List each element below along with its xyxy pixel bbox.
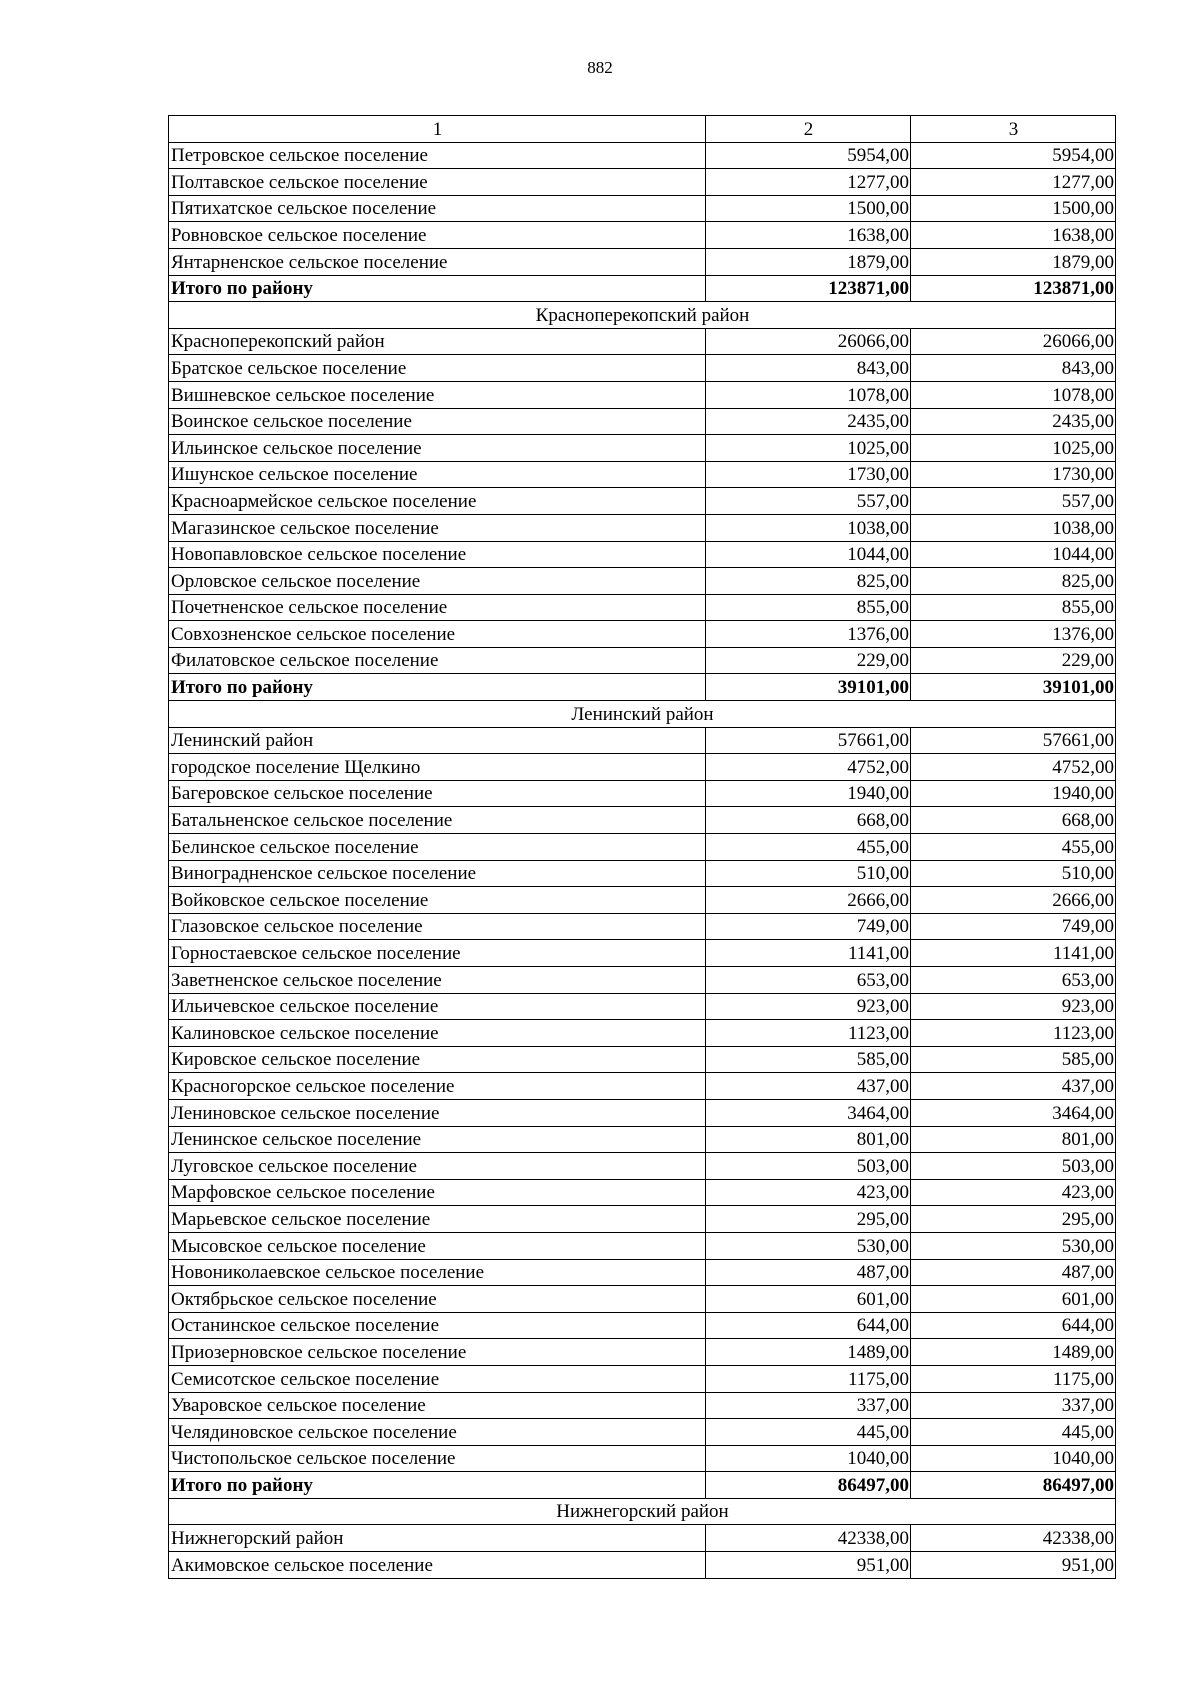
table-row — [169, 647, 1116, 674]
row-col2-cell: 749,00 — [706, 913, 911, 940]
table-row — [169, 834, 1116, 861]
table-row — [169, 195, 1116, 222]
row-col3-cell: 295,00 — [911, 1206, 1116, 1233]
table-row — [169, 461, 1116, 488]
row-col3-cell: 530,00 — [911, 1232, 1116, 1259]
row-col2-cell: 57661,00 — [706, 727, 911, 754]
row-col3-cell: 825,00 — [911, 568, 1116, 595]
table-row — [169, 1339, 1116, 1366]
row-col3-cell: 487,00 — [911, 1259, 1116, 1286]
row-col3-cell: 585,00 — [911, 1046, 1116, 1073]
row-name-cell: Вишневское сельское поселение — [169, 381, 706, 408]
row-col3-cell: 26066,00 — [911, 328, 1116, 355]
row-col2-cell: 510,00 — [706, 860, 911, 887]
row-col3-cell: 57661,00 — [911, 727, 1116, 754]
table-row — [169, 621, 1116, 648]
table-row — [169, 780, 1116, 807]
row-name-cell: Филатовское сельское поселение — [169, 647, 706, 674]
row-col2-cell: 229,00 — [706, 647, 911, 674]
row-col2-cell: 1141,00 — [706, 940, 911, 967]
row-col3-cell: 1123,00 — [911, 1020, 1116, 1047]
row-col2-cell: 503,00 — [706, 1153, 911, 1180]
row-name-cell: Ишунское сельское поселение — [169, 461, 706, 488]
row-name-cell: Совхозненское сельское поселение — [169, 621, 706, 648]
table-row — [169, 1552, 1116, 1579]
row-col3-cell: 1940,00 — [911, 780, 1116, 807]
section-header-row — [169, 302, 1116, 329]
row-col3-cell: 1141,00 — [911, 940, 1116, 967]
row-col2-cell: 423,00 — [706, 1179, 911, 1206]
row-col3-cell: 1025,00 — [911, 435, 1116, 462]
row-name-cell: Итого по району — [169, 275, 706, 302]
row-col3-cell: 601,00 — [911, 1286, 1116, 1313]
header-col-3: 3 — [911, 116, 1116, 143]
table-row — [169, 1020, 1116, 1047]
row-col2-cell: 39101,00 — [706, 674, 911, 701]
table-row — [169, 594, 1116, 621]
row-name-cell: Чистопольское сельское поселение — [169, 1445, 706, 1472]
row-name-cell: Марфовское сельское поселение — [169, 1179, 706, 1206]
table-row — [169, 408, 1116, 435]
row-name-cell: Ленинский район — [169, 727, 706, 754]
row-name-cell: Красногорское сельское поселение — [169, 1073, 706, 1100]
row-col3-cell: 668,00 — [911, 807, 1116, 834]
row-col3-cell: 749,00 — [911, 913, 1116, 940]
total-row — [169, 275, 1116, 302]
row-name-cell: Октябрьское сельское поселение — [169, 1286, 706, 1313]
row-name-cell: Красноперекопский район — [169, 328, 706, 355]
row-col2-cell: 437,00 — [706, 1073, 911, 1100]
table-row — [169, 142, 1116, 169]
row-col3-cell: 1038,00 — [911, 514, 1116, 541]
row-name-cell: Заветненское сельское поселение — [169, 967, 706, 994]
table-row — [169, 1365, 1116, 1392]
row-name-cell: Петровское сельское поселение — [169, 142, 706, 169]
row-col3-cell: 644,00 — [911, 1312, 1116, 1339]
row-name-cell: Виноградненское сельское поселение — [169, 860, 706, 887]
row-col3-cell: 4752,00 — [911, 754, 1116, 781]
table-row — [169, 222, 1116, 249]
table-row — [169, 381, 1116, 408]
row-col2-cell: 825,00 — [706, 568, 911, 595]
row-name-cell: Уваровское сельское поселение — [169, 1392, 706, 1419]
table-header-row — [169, 116, 1116, 143]
row-name-cell: Ровновское сельское поселение — [169, 222, 706, 249]
row-col2-cell: 644,00 — [706, 1312, 911, 1339]
row-col2-cell: 951,00 — [706, 1552, 911, 1579]
table-row — [169, 169, 1116, 196]
row-col2-cell: 801,00 — [706, 1126, 911, 1153]
row-name-cell: Нижнегорский район — [169, 1525, 706, 1552]
row-col3-cell: 445,00 — [911, 1419, 1116, 1446]
row-col3-cell: 423,00 — [911, 1179, 1116, 1206]
table-row — [169, 1286, 1116, 1313]
table-row — [169, 541, 1116, 568]
row-name-cell: Мысовское сельское поселение — [169, 1232, 706, 1259]
row-col3-cell: 1040,00 — [911, 1445, 1116, 1472]
row-col3-cell: 455,00 — [911, 834, 1116, 861]
row-col2-cell: 1044,00 — [706, 541, 911, 568]
row-name-cell: Ильичевское сельское поселение — [169, 993, 706, 1020]
row-col3-cell: 557,00 — [911, 488, 1116, 515]
row-col2-cell: 601,00 — [706, 1286, 911, 1313]
row-col3-cell: 1489,00 — [911, 1339, 1116, 1366]
row-name-cell: Калиновское сельское поселение — [169, 1020, 706, 1047]
section-header-row — [169, 701, 1116, 728]
row-col2-cell: 487,00 — [706, 1259, 911, 1286]
section-title: Нижнегорский район — [169, 1498, 1116, 1525]
row-col3-cell: 1175,00 — [911, 1365, 1116, 1392]
row-col2-cell: 3464,00 — [706, 1099, 911, 1126]
row-col3-cell: 1638,00 — [911, 222, 1116, 249]
row-name-cell: Итого по району — [169, 1472, 706, 1499]
row-col3-cell: 923,00 — [911, 993, 1116, 1020]
row-col3-cell: 86497,00 — [911, 1472, 1116, 1499]
row-col2-cell: 86497,00 — [706, 1472, 911, 1499]
row-col3-cell: 337,00 — [911, 1392, 1116, 1419]
row-name-cell: Белинское сельское поселение — [169, 834, 706, 861]
table-row — [169, 1312, 1116, 1339]
row-col2-cell: 2666,00 — [706, 887, 911, 914]
total-row — [169, 1472, 1116, 1499]
table-row — [169, 913, 1116, 940]
table-row — [169, 488, 1116, 515]
table-row — [169, 1392, 1116, 1419]
table-row — [169, 514, 1116, 541]
row-name-cell: Кировское сельское поселение — [169, 1046, 706, 1073]
table-row — [169, 1099, 1116, 1126]
row-name-cell: Почетненское сельское поселение — [169, 594, 706, 621]
row-col3-cell: 801,00 — [911, 1126, 1116, 1153]
row-col3-cell: 123871,00 — [911, 275, 1116, 302]
row-col2-cell: 855,00 — [706, 594, 911, 621]
row-col3-cell: 503,00 — [911, 1153, 1116, 1180]
row-col2-cell: 5954,00 — [706, 142, 911, 169]
row-name-cell: Багеровское сельское поселение — [169, 780, 706, 807]
row-name-cell: Воинское сельское поселение — [169, 408, 706, 435]
row-col2-cell: 585,00 — [706, 1046, 911, 1073]
budget-table — [168, 115, 1116, 1579]
table-row — [169, 1206, 1116, 1233]
table-row — [169, 355, 1116, 382]
row-col2-cell: 1489,00 — [706, 1339, 911, 1366]
row-col3-cell: 42338,00 — [911, 1525, 1116, 1552]
row-col2-cell: 42338,00 — [706, 1525, 911, 1552]
row-col2-cell: 923,00 — [706, 993, 911, 1020]
table-row — [169, 1419, 1116, 1446]
row-name-cell: Братское сельское поселение — [169, 355, 706, 382]
row-col2-cell: 455,00 — [706, 834, 911, 861]
row-name-cell: Приозерновское сельское поселение — [169, 1339, 706, 1366]
row-col2-cell: 1638,00 — [706, 222, 911, 249]
row-col2-cell: 1123,00 — [706, 1020, 911, 1047]
row-col3-cell: 1078,00 — [911, 381, 1116, 408]
row-name-cell: Луговское сельское поселение — [169, 1153, 706, 1180]
row-col3-cell: 229,00 — [911, 647, 1116, 674]
table-row — [169, 1153, 1116, 1180]
section-title: Красноперекопский район — [169, 302, 1116, 329]
row-col2-cell: 123871,00 — [706, 275, 911, 302]
table-row — [169, 1525, 1116, 1552]
table-body — [169, 116, 1116, 1579]
table-row — [169, 1445, 1116, 1472]
row-col2-cell: 1175,00 — [706, 1365, 911, 1392]
row-col3-cell: 1376,00 — [911, 621, 1116, 648]
row-col3-cell: 1879,00 — [911, 248, 1116, 275]
row-col3-cell: 2435,00 — [911, 408, 1116, 435]
row-col2-cell: 4752,00 — [706, 754, 911, 781]
row-name-cell: Красноармейское сельское поселение — [169, 488, 706, 515]
row-name-cell: Лениновское сельское поселение — [169, 1099, 706, 1126]
row-col2-cell: 1277,00 — [706, 169, 911, 196]
row-name-cell: Акимовское сельское поселение — [169, 1552, 706, 1579]
row-name-cell: Пятихатское сельское поселение — [169, 195, 706, 222]
row-col3-cell: 1277,00 — [911, 169, 1116, 196]
table-row — [169, 807, 1116, 834]
row-col2-cell: 1025,00 — [706, 435, 911, 462]
table-row — [169, 568, 1116, 595]
row-col2-cell: 1940,00 — [706, 780, 911, 807]
table-row — [169, 940, 1116, 967]
total-row — [169, 674, 1116, 701]
table-row — [169, 727, 1116, 754]
row-col2-cell: 668,00 — [706, 807, 911, 834]
table-row — [169, 967, 1116, 994]
row-col2-cell: 1040,00 — [706, 1445, 911, 1472]
row-col2-cell: 1730,00 — [706, 461, 911, 488]
table-row — [169, 1259, 1116, 1286]
row-col3-cell: 1730,00 — [911, 461, 1116, 488]
row-name-cell: Итого по району — [169, 674, 706, 701]
row-name-cell: Янтарненское сельское поселение — [169, 248, 706, 275]
table-row — [169, 1073, 1116, 1100]
row-name-cell: Магазинское сельское поселение — [169, 514, 706, 541]
row-col2-cell: 653,00 — [706, 967, 911, 994]
row-name-cell: Семисотское сельское поселение — [169, 1365, 706, 1392]
row-col2-cell: 337,00 — [706, 1392, 911, 1419]
row-col3-cell: 2666,00 — [911, 887, 1116, 914]
row-col2-cell: 1038,00 — [706, 514, 911, 541]
row-name-cell: Ильинское сельское поселение — [169, 435, 706, 462]
row-col2-cell: 445,00 — [706, 1419, 911, 1446]
row-col2-cell: 26066,00 — [706, 328, 911, 355]
row-name-cell: Войковское сельское поселение — [169, 887, 706, 914]
table-row — [169, 435, 1116, 462]
row-col2-cell: 1500,00 — [706, 195, 911, 222]
table-row — [169, 1179, 1116, 1206]
row-col3-cell: 510,00 — [911, 860, 1116, 887]
row-col3-cell: 855,00 — [911, 594, 1116, 621]
row-name-cell: Батальненское сельское поселение — [169, 807, 706, 834]
row-name-cell: Марьевское сельское поселение — [169, 1206, 706, 1233]
row-col2-cell: 2435,00 — [706, 408, 911, 435]
row-col2-cell: 1376,00 — [706, 621, 911, 648]
section-title: Ленинский район — [169, 701, 1116, 728]
row-name-cell: Полтавское сельское поселение — [169, 169, 706, 196]
row-name-cell: Новопавловское сельское поселение — [169, 541, 706, 568]
table-row — [169, 248, 1116, 275]
row-name-cell: Глазовское сельское поселение — [169, 913, 706, 940]
header-col-2: 2 — [706, 116, 911, 143]
table-row — [169, 754, 1116, 781]
row-col2-cell: 295,00 — [706, 1206, 911, 1233]
row-col2-cell: 557,00 — [706, 488, 911, 515]
table-row — [169, 1126, 1116, 1153]
row-name-cell: Останинское сельское поселение — [169, 1312, 706, 1339]
row-col3-cell: 1500,00 — [911, 195, 1116, 222]
table-row — [169, 1232, 1116, 1259]
row-col2-cell: 1078,00 — [706, 381, 911, 408]
row-name-cell: городское поселение Щелкино — [169, 754, 706, 781]
row-col2-cell: 843,00 — [706, 355, 911, 382]
row-name-cell: Новониколаевское сельское поселение — [169, 1259, 706, 1286]
page-number: 882 — [587, 58, 613, 77]
row-name-cell: Ленинское сельское поселение — [169, 1126, 706, 1153]
row-col2-cell: 530,00 — [706, 1232, 911, 1259]
row-name-cell: Челядиновское сельское поселение — [169, 1419, 706, 1446]
table-row — [169, 887, 1116, 914]
row-col2-cell: 1879,00 — [706, 248, 911, 275]
row-col3-cell: 3464,00 — [911, 1099, 1116, 1126]
row-col3-cell: 437,00 — [911, 1073, 1116, 1100]
table-row — [169, 328, 1116, 355]
row-col3-cell: 5954,00 — [911, 142, 1116, 169]
row-col3-cell: 1044,00 — [911, 541, 1116, 568]
row-name-cell: Горностаевское сельское поселение — [169, 940, 706, 967]
table-row — [169, 993, 1116, 1020]
row-col3-cell: 843,00 — [911, 355, 1116, 382]
row-name-cell: Орловское сельское поселение — [169, 568, 706, 595]
row-col3-cell: 653,00 — [911, 967, 1116, 994]
table-row — [169, 860, 1116, 887]
row-col3-cell: 39101,00 — [911, 674, 1116, 701]
header-col-1: 1 — [169, 116, 706, 143]
row-col3-cell: 951,00 — [911, 1552, 1116, 1579]
section-header-row — [169, 1498, 1116, 1525]
table-row — [169, 1046, 1116, 1073]
